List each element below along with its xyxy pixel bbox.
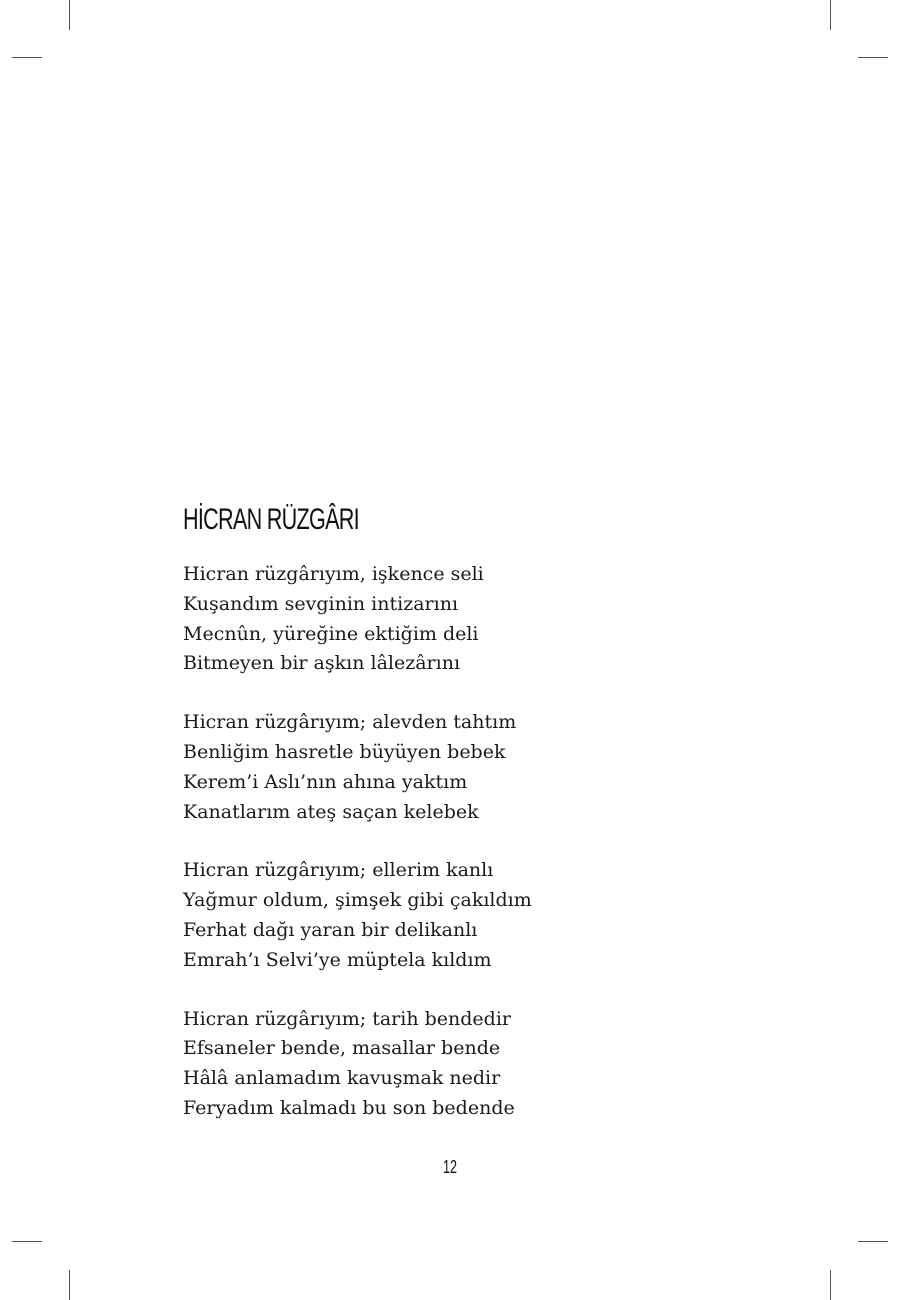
poem-line: Kerem’i Aslı’nın ahına yaktım (183, 770, 468, 793)
poem-line: Efsaneler bende, masallar bende (183, 1037, 501, 1060)
poem-line: Yağmur oldum, şimşek gibi çakıldım (183, 889, 532, 912)
stanza (183, 1005, 743, 1124)
page-number-text: 12 (442, 1157, 458, 1177)
poem-line: Ferhat dağı yaran bir delikanlı (183, 918, 478, 941)
poem-line: Kuşandım sevginin intizarını (183, 592, 459, 615)
poem-line: Mecnûn, yüreğine ektiğim deli (183, 622, 479, 645)
poem-line: Hâlâ anlamadım kavuşmak nedir (183, 1067, 501, 1090)
stanza (183, 560, 743, 679)
poem-line: Hicran rüzgârıyım, işkence seli (183, 563, 484, 585)
crop-mark-bottom-right-horizontal (858, 1241, 888, 1242)
crop-mark-top-left-horizontal (12, 57, 42, 58)
poem-line: Hicran rüzgârıyım; alevden tahtım (183, 711, 517, 734)
crop-mark-bottom-left-vertical (69, 1270, 70, 1300)
poem-line: Bitmeyen bir aşkın lâlezârını (183, 652, 461, 675)
poem-title: HİCRAN RÜZGÂRI (183, 503, 359, 536)
poem-line: Emrah’ı Selvi’ye müptela kıldım (183, 948, 492, 971)
poem-line: Hicran rüzgârıyım; ellerim kanlı (183, 859, 494, 882)
poem-line: Hicran rüzgârıyım; tarih bendedir (183, 1007, 511, 1030)
poem-line: Benliğim hasretle büyüyen bebek (183, 740, 506, 763)
crop-mark-top-right-horizontal (858, 57, 888, 58)
poem-line: Kanatlarım ateş saçan kelebek (183, 800, 479, 823)
page-number (0, 1155, 900, 1179)
crop-mark-top-left-vertical (69, 0, 70, 30)
stanza (183, 856, 743, 975)
poem-line: Feryadım kalmadı bu son bedende (183, 1096, 515, 1119)
crop-mark-bottom-left-horizontal (12, 1241, 42, 1242)
poem-body (183, 560, 743, 1153)
crop-mark-bottom-right-vertical (830, 1270, 831, 1300)
stanza (183, 708, 743, 827)
crop-mark-top-right-vertical (830, 0, 831, 30)
